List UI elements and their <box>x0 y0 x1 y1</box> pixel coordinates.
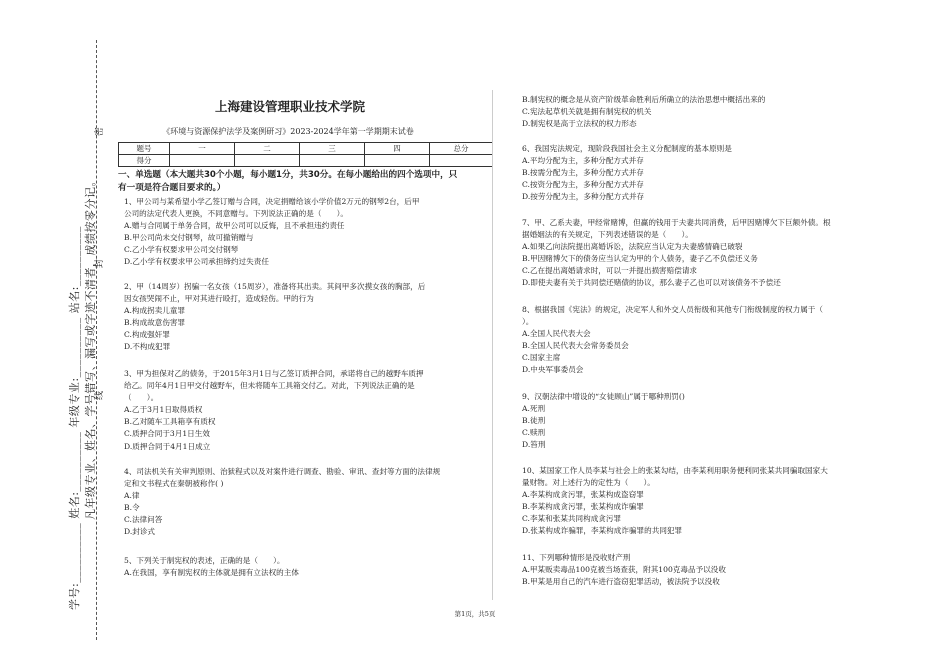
option-d: D.张某构成诈骗罪，李某构成诈骗罪的共同犯罪 <box>522 526 683 536</box>
option-c: C.李某和张某共同构成贪污罪 <box>522 514 622 524</box>
score-cell: 得分 <box>119 155 170 167</box>
question-stem-line: 给乙。同年4月1日甲交付越野车，但未将随车工具箱交付乙。对此，下列说法正确的是 <box>124 381 415 391</box>
option-b: B.甲因赌博欠下的债务应当认定为甲的个人债务，妻子乙不负偿还义务 <box>522 254 758 264</box>
question-stem-line: 5、下列关于制宪权的表述，正确的是（ ）。 <box>124 556 285 565</box>
score-cell <box>235 155 300 167</box>
question-stem-line: 定和文书程式在秦朝被称作( ) <box>124 479 224 489</box>
score-cell <box>300 155 365 167</box>
score-cell <box>170 155 235 167</box>
question-6 <box>522 143 877 203</box>
option-c: C.构成强奸罪 <box>124 330 170 340</box>
score-table <box>118 142 493 167</box>
option-b: B.全国人民代表大会常务委员会 <box>522 341 629 351</box>
option-c: C.宪法起草机关就是拥有制宪权的机关 <box>522 107 652 117</box>
question-1 <box>124 196 464 269</box>
option-a: A.死刑 <box>522 404 546 414</box>
school-title: 上海建设管理职业技术学院 <box>214 99 365 114</box>
question-stem-line: 9、汉朝法律中增设的“女徒顾山”属于哪种刑罚() <box>522 392 685 401</box>
question-stem-line: 公司的法定代表人更换，不同意赠与。下列说法正确的是（ ）。 <box>124 209 349 219</box>
option-b: B.甲公司尚未交付钢琴，故可撤销赠与 <box>124 233 254 243</box>
option-a: A.构成拐卖儿童罪 <box>124 306 186 316</box>
option-d: D.封诊式 <box>124 527 156 537</box>
option-d: D.质押合同于4月1日成立 <box>124 441 211 451</box>
option-a: A.李某构成贪污罪，张某构成盗窃罪 <box>522 490 644 500</box>
question-stem-line: 11、下列哪种情形是没收财产刑 <box>522 553 631 562</box>
score-cell: 三 <box>300 143 365 155</box>
column-divider <box>492 90 493 600</box>
exam-subtitle: 《环境与资源保护法学及案例研习》2023-2024学年第一学期期末试卷 <box>162 127 414 136</box>
question-5 <box>124 555 464 579</box>
option-c: C.赎刑 <box>522 428 546 438</box>
score-cell <box>365 155 430 167</box>
option-c: C.按资分配为主，多种分配方式并存 <box>522 180 644 190</box>
option-b: B.制宪权的概念是从资产阶级革命胜利后所确立的法治思想中概括出来的 <box>522 95 766 104</box>
option-b: B.按需分配为主，多种分配方式并存 <box>522 168 644 178</box>
question-stem-line: 6、我国宪法规定，现阶段我国社会主义分配制度的基本原则是 <box>522 144 732 153</box>
score-cell: 题号 <box>119 143 170 155</box>
option-b: B.令 <box>124 503 140 513</box>
score-cell: 二 <box>235 143 300 155</box>
option-d: D.笞刑 <box>522 440 546 450</box>
question-stem-line: 10、某国家工作人员李某与社会上的张某勾结，由李某利用职务便利同张某共同骗取国家大 <box>522 466 828 475</box>
page-number: 第1页，共5页 <box>454 610 496 618</box>
question-stem-line: 4、司法机关有关审判原则、治狱程式以及对案件进行调查、勘验、审讯、查封等方面的法律规 <box>124 467 441 476</box>
binding-student-info: 学号:__________ 姓名:__________ 年级专业:__________ 站名:__________ <box>68 226 81 610</box>
question-stem-line: 7、甲、乙系夫妻，甲经常赌博，但赢的钱用于夫妻共同消费，后甲因赌博欠下巨额外债。根 <box>522 218 831 227</box>
question-stem-line: ）。 <box>522 317 534 327</box>
option-c: C.乙小学有权要求甲公司交付钢琴 <box>124 245 239 255</box>
option-d: D.按劳分配为主，多种分配方式并存 <box>522 192 645 202</box>
option-c: C.质押合同于3月1日生效 <box>124 429 210 439</box>
option-a: A.律 <box>124 491 140 501</box>
score-cell: 一 <box>170 143 235 155</box>
option-a: A.平均分配为主，多种分配方式并存 <box>522 156 644 166</box>
question-9 <box>522 391 877 451</box>
question-2 <box>124 281 464 354</box>
option-c: C.乙在提出离婚请求时，可以一并提出损害赔偿请求 <box>522 266 698 276</box>
option-d: D.制宪权是高于立法权的权力形态 <box>522 119 637 129</box>
question-3 <box>124 368 464 453</box>
score-cell: 四 <box>365 143 430 155</box>
option-c: C.国家主席 <box>522 353 561 363</box>
option-b: B.乙对随车工具箱享有质权 <box>124 417 216 427</box>
question-10 <box>522 465 877 538</box>
score-table-score-row <box>119 155 493 167</box>
option-a: A.乙于3月1日取得质权 <box>124 405 203 415</box>
option-d: D.不构成犯罪 <box>124 342 171 352</box>
option-a: A.如果乙向法院提出离婚诉讼，法院应当认定为夫妻感情确已破裂 <box>522 242 743 252</box>
option-b: B.构成故意伤害罪 <box>124 318 186 328</box>
option-a: A.全国人民代表大会 <box>522 329 591 339</box>
option-a: A.甲某贩卖毒品100克被当场查获，附其100克毒品予以没收 <box>522 565 726 575</box>
option-b: B.李某构成贪污罪，张某构成诈骗罪 <box>522 502 644 512</box>
question-stem-line: 3、甲为担保对乙的债务，于2015年3月1日与乙签订质押合同，承诺将自己的越野车质押 <box>124 369 424 378</box>
section-heading: 一、单选题（本大题共30个小题，每小题1分，共30分。在每小题给出的四个选项中，只有一项是符合题目要求的。） <box>118 170 458 193</box>
score-table-header-row <box>119 143 493 155</box>
question-5-continued <box>522 94 877 130</box>
binding-warning: 凡年级专业、姓名、学号错写、漏写或字迹不清者，成绩按零分记。 <box>84 175 97 520</box>
question-stem-line: 8、根据我国《宪法》的规定，决定军人和外交人员衔级和其他专门衔级制度的权力属于（ <box>522 305 823 314</box>
question-stem-line: 2、甲（14周岁）拐骗一名女孩（15周岁），准备将其出卖。其间甲多次摸女孩的胸部，后 <box>124 282 426 291</box>
question-stem-line: 量财物。对上述行为的定性为（ ）。 <box>522 478 655 488</box>
question-stem-line: 1、甲公司与某希望小学乙签订赠与合同，决定捐赠给该小学价值2万元的钢琴2台，后甲 <box>124 197 420 206</box>
option-c: C.法律问答 <box>124 515 163 525</box>
question-stem-line: （ ）。 <box>124 393 159 403</box>
option-d: D.即使夫妻有关于共同偿还赌债的协议，那么妻子乙也可以对该债务不予偿还 <box>522 278 781 288</box>
option-d: D.乙小学有权要求甲公司承担缔约过失责任 <box>124 257 269 267</box>
option-a: A.在我国，享有制宪权的主体就是拥有立法权的主体 <box>124 568 299 578</box>
question-8 <box>522 304 877 377</box>
option-a: A.赠与合同属于单务合同，故甲公司可以反悔，且不承担违约责任 <box>124 221 345 231</box>
question-stem-line: 因女孩哭闹不止，甲对其进行殴打，造成轻伤。甲的行为 <box>124 294 314 304</box>
option-d: D.中央军事委员会 <box>522 365 584 375</box>
question-4 <box>124 466 464 539</box>
question-7 <box>522 217 877 290</box>
score-cell <box>430 155 493 167</box>
score-cell: 总分 <box>430 143 493 155</box>
option-b: B.徒刑 <box>522 416 546 426</box>
option-b: B.甲某是用自己的汽车进行盗窃犯罪活动，被法院予以没收 <box>522 577 720 587</box>
question-11 <box>522 552 877 588</box>
binding-marks: 线 封 密 <box>95 67 105 400</box>
question-stem-line: 据婚姻法的有关规定，下列表述错误的是（ ）。 <box>522 230 693 240</box>
